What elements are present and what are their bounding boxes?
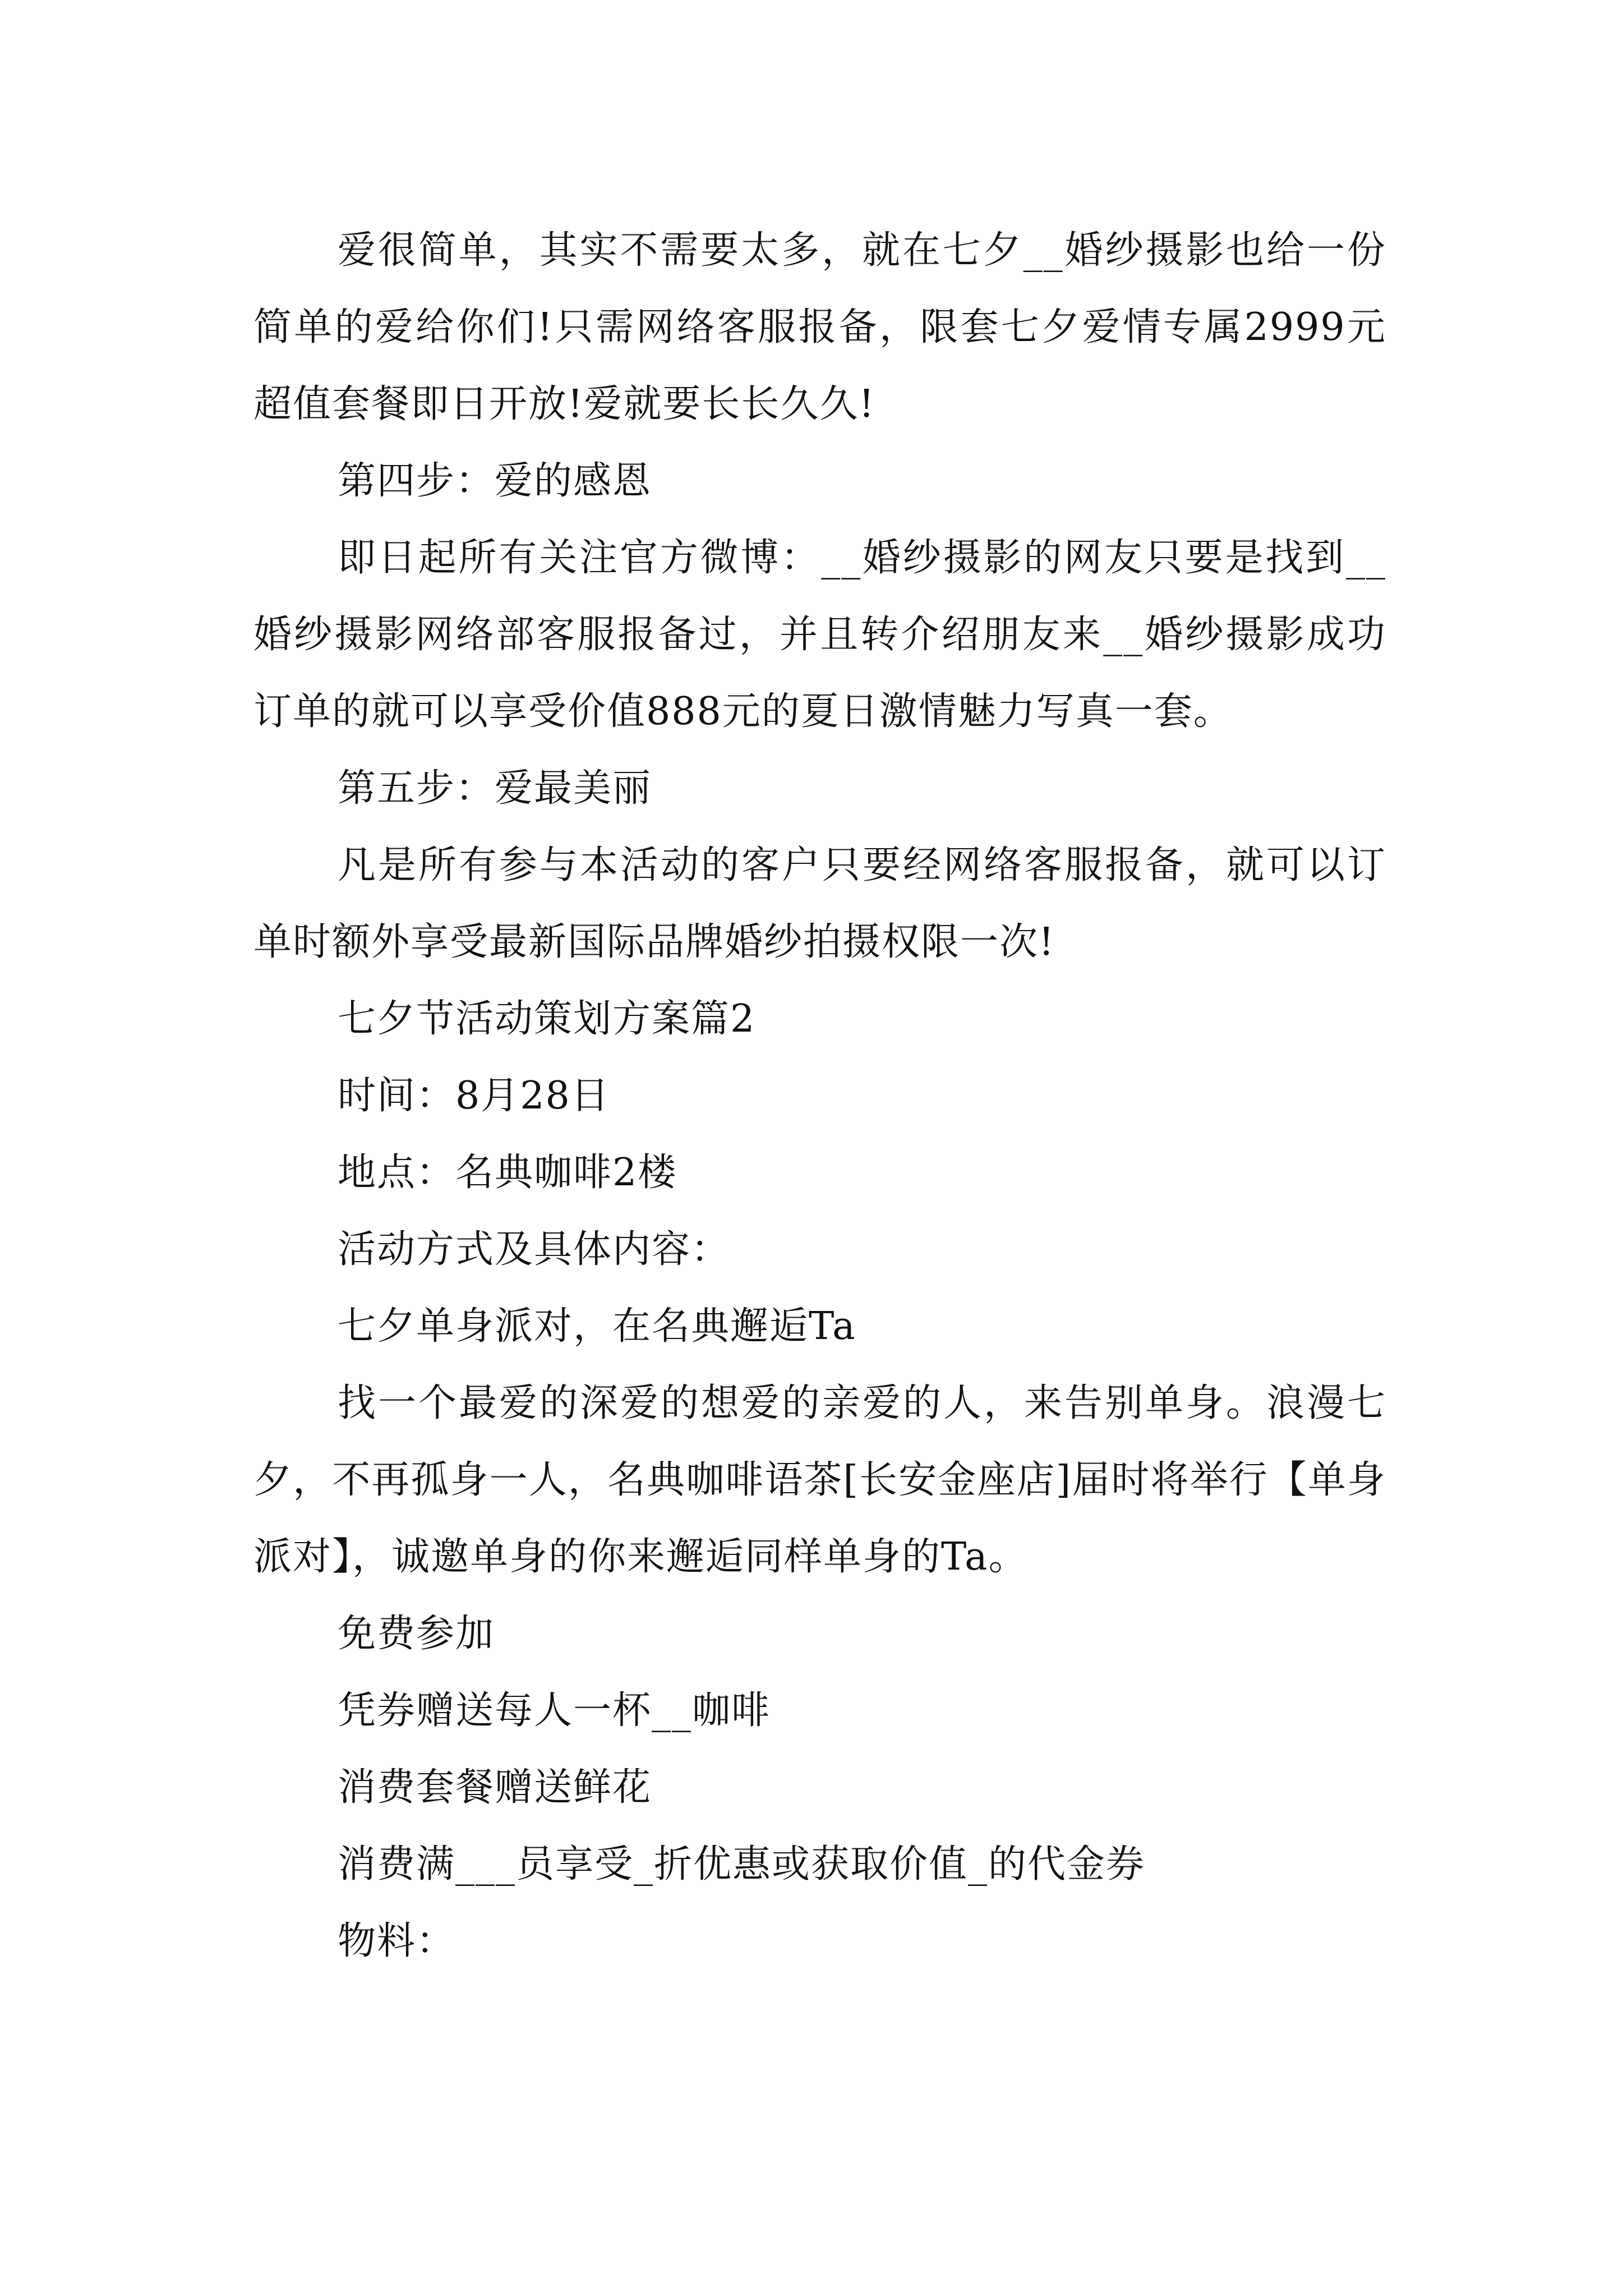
document-body <box>253 212 1386 1980</box>
heading-step-five: 第五步：爱最美丽 <box>338 766 652 811</box>
paragraph-location: 地点：名典咖啡2楼 <box>338 1151 677 1195</box>
heading-plan-two: 七夕节活动策划方案篇2 <box>338 997 756 1041</box>
heading-activity-content: 活动方式及具体内容： <box>338 1227 731 1272</box>
paragraph-time: 时间：8月28日 <box>338 1074 610 1118</box>
heading-materials: 物料： <box>338 1919 456 1963</box>
paragraph-offer-intro: 爱很简单，其实不需要太多，就在七夕__婚纱摄影也给一份简单的爱给你们!只需网络客服报备，限套七夕爱情专属2999元超值套餐即日开放!爱就要长长久久! <box>253 228 1386 426</box>
list-item-flower-gift: 消费套餐赠送鲜花 <box>338 1765 652 1810</box>
paragraph-step-five: 凡是所有参与本活动的客户只要经网络客服报备，就可以订单时额外享受最新国际品牌婚纱拍摄权限一次! <box>253 843 1386 964</box>
list-item-discount: 消费满___员享受_折优惠或获取价值_的代金券 <box>338 1842 1146 1887</box>
list-item-coffee-gift: 凭券赠送每人一杯__咖啡 <box>338 1688 771 1733</box>
heading-step-four: 第四步：爱的感恩 <box>338 459 652 503</box>
paragraph-step-four: 即日起所有关注官方微博：__婚纱摄影的网友只要是找到__婚纱摄影网络部客服报备过，并且转介绍朋友来__婚纱摄影成功订单的就可以享受价值888元的夏日激情魅力写真一套。 <box>253 536 1386 734</box>
paragraph-party-description: 找一个最爱的深爱的想爱的亲爱的人，来告别单身。浪漫七夕，不再孤身一人，名典咖啡语茶[长安金座店]届时将举行【单身派对】，诚邀单身的你来邂逅同样单身的Ta。 <box>253 1381 1386 1579</box>
list-item-free-entry: 免费参加 <box>338 1612 495 1656</box>
paragraph-party-title: 七夕单身派对，在名典邂逅Ta <box>338 1304 856 1349</box>
